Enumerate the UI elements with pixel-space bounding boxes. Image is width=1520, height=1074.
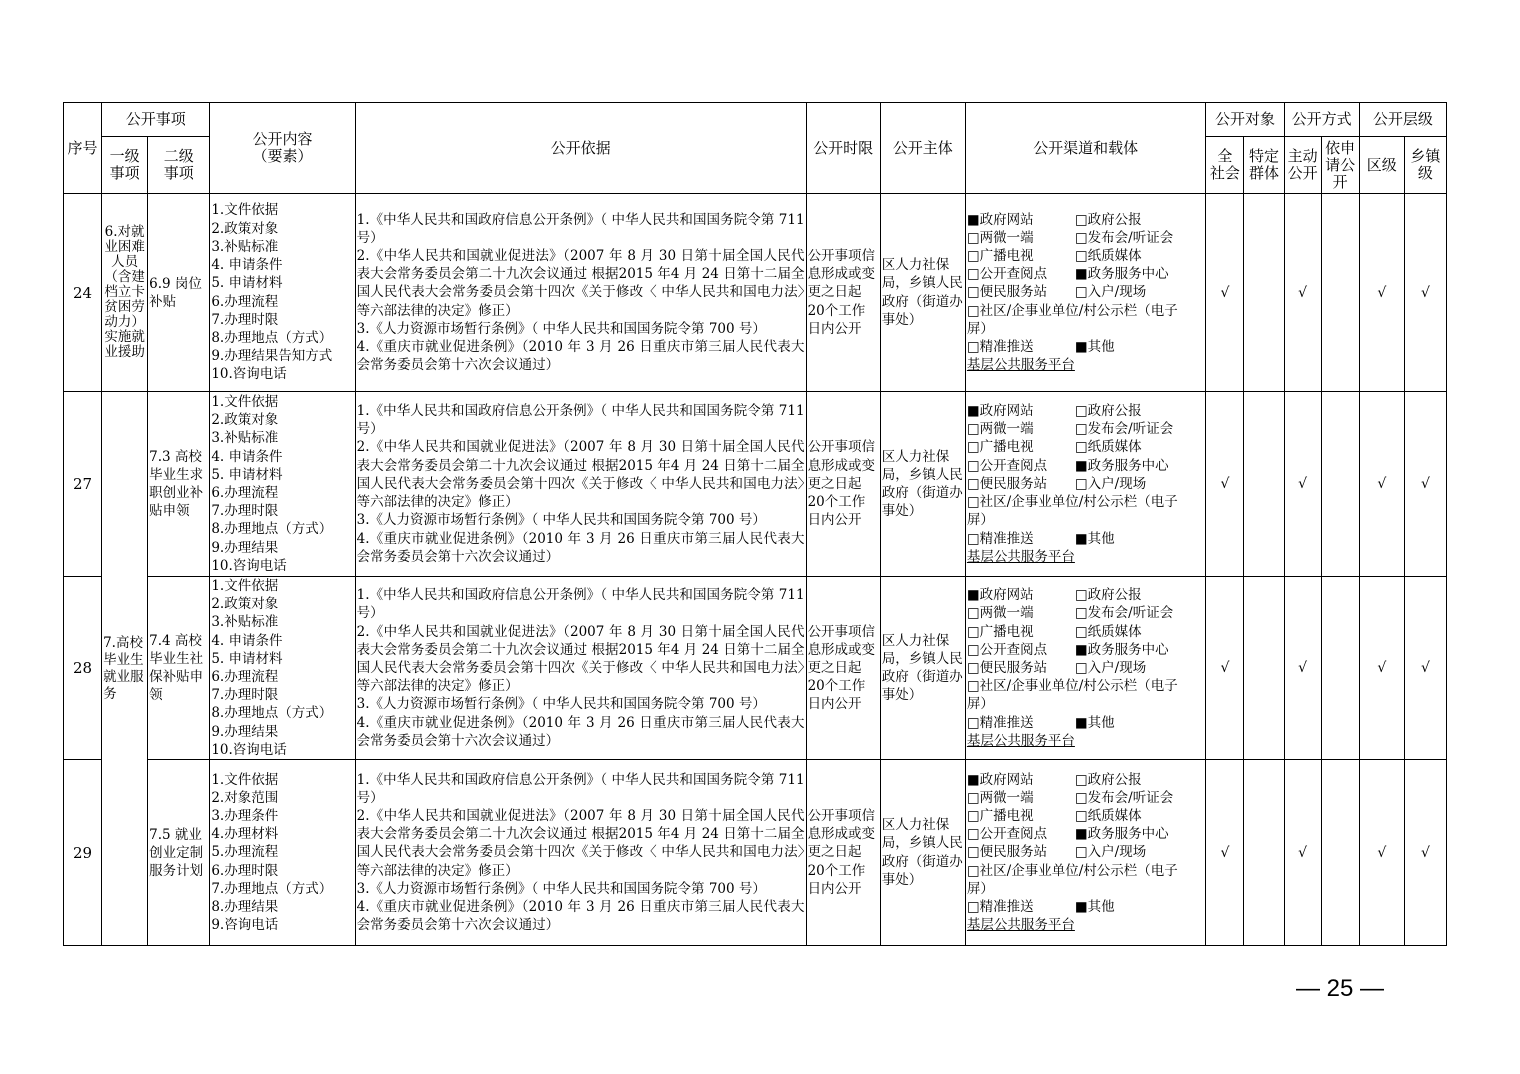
level1-item: 7.高校毕业生就业服务 (102, 392, 148, 946)
check-level-town: √ (1404, 194, 1446, 392)
check-level-district: √ (1359, 760, 1404, 946)
content-item: 10.咨询电话 (211, 557, 287, 574)
channel-press-conf: □发布会/听证会 (1074, 229, 1174, 246)
header-audience-all: 全 社会 (1206, 137, 1244, 194)
content-item: 2.对象范围 (211, 789, 279, 806)
header-time-limit: 公开时限 (806, 103, 880, 194)
channel-wechat-weibo: □两微一端 (966, 421, 1034, 438)
channel-other-value: 基层公共服务平台 (966, 548, 1075, 565)
check-level-district: √ (1359, 392, 1404, 577)
subject: 区人力社保局，乡镇人民政府（街道办事处） (880, 194, 965, 392)
channel-door-to-door: □入户/现场 (1074, 284, 1147, 301)
basis-item: 4.《重庆市就业促进条例》（2010 年 3 月 26 日重庆市第三届人民代表大会常务委员会第十六次会议通过） (356, 714, 805, 749)
content-item: 3.办理条件 (211, 808, 279, 825)
content-item: 7.办理时限 (211, 311, 279, 328)
channel-gov-gazette: □政府公报 (1074, 587, 1142, 604)
content-item: 4. 申请条件 (211, 257, 283, 274)
channel-community-board: □社区/企事业单位/村公示栏（电子屏） (966, 678, 1178, 713)
check-audience-all: √ (1206, 194, 1244, 392)
channel-gov-website: ■政府网站 (966, 771, 1034, 788)
content-item: 9.办理结果 (211, 539, 279, 556)
channels-grid (967, 211, 1205, 375)
content-item: 1.文件依据 (211, 202, 279, 219)
channel-service-station: □便民服务站 (966, 844, 1048, 861)
basis-item: 3.《人力资源市场暂行条例》（ 中华人民共和国国务院令第 700 号） (356, 512, 766, 529)
check-method-apply (1321, 760, 1359, 946)
channel-service-center: ■政务服务中心 (1074, 457, 1169, 474)
channel-reading-point: □公开查阅点 (966, 266, 1048, 283)
content-item: 5.办理流程 (211, 844, 279, 861)
level1-item: 6.对就业困难人员（含建档立卡贫困劳动力）实施就业援助 (102, 194, 148, 392)
level2-item: 7.3 高校毕业生求职创业补贴申领 (148, 392, 210, 577)
check-audience-specific (1244, 392, 1284, 577)
channel-press-conf: □发布会/听证会 (1074, 789, 1174, 806)
check-level-district: √ (1359, 194, 1404, 392)
basis-list (355, 194, 806, 392)
time-limit: 公开事项信息形成或变更之日起20个工作日内公开 (806, 392, 880, 577)
table-row (64, 194, 1447, 392)
content-item: 7.办理地点（方式） (211, 880, 333, 897)
level2-item: 6.9 岗位补贴 (148, 194, 210, 392)
row-seq: 27 (64, 392, 102, 577)
check-method-active: √ (1284, 577, 1321, 760)
channel-print-media: □纸质媒体 (1074, 623, 1142, 640)
header-method-group: 公开方式 (1284, 103, 1359, 137)
level2-item: 7.4 高校毕业生社保补贴申领 (148, 577, 210, 760)
channel-gov-website: ■政府网站 (966, 211, 1034, 228)
time-limit: 公开事项信息形成或变更之日起20个工作日内公开 (806, 577, 880, 760)
content-item: 8.办理地点（方式） (211, 521, 333, 538)
channel-other-prefix: ■其他 (1074, 339, 1115, 355)
channel-service-station: □便民服务站 (966, 475, 1048, 492)
check-audience-specific (1244, 194, 1284, 392)
check-audience-all: √ (1206, 392, 1244, 577)
channel-other-value: 基层公共服务平台 (966, 732, 1075, 749)
header-subject: 公开主体 (880, 103, 965, 194)
channel-service-center: ■政务服务中心 (1074, 266, 1169, 283)
channel-community-board: □社区/企事业单位/村公示栏（电子屏） (966, 862, 1178, 897)
content-item: 10.咨询电话 (211, 741, 287, 758)
time-limit: 公开事项信息形成或变更之日起20个工作日内公开 (806, 760, 880, 946)
content-item: 8.办理地点（方式） (211, 329, 333, 346)
content-item: 1.文件依据 (211, 771, 279, 788)
subject: 区人力社保局，乡镇人民政府（街道办事处） (880, 577, 965, 760)
content-item: 9.咨询电话 (211, 917, 279, 934)
check-method-apply (1321, 194, 1359, 392)
channel-other (1075, 714, 1195, 732)
basis-item: 1.《中华人民共和国政府信息公开条例》（ 中华人民共和国国务院令第 711 号） (356, 211, 805, 246)
channel-service-station: □便民服务站 (966, 659, 1048, 676)
header-level-group: 公开层级 (1359, 103, 1446, 137)
channels-grid (967, 402, 1205, 566)
header-level-town: 乡镇 级 (1404, 137, 1446, 194)
header-method-apply: 依申 请公 开 (1321, 137, 1359, 194)
row-seq: 29 (64, 760, 102, 946)
channel-print-media: □纸质媒体 (1074, 808, 1142, 825)
content-item: 2.政策对象 (211, 412, 279, 429)
basis-item: 4.《重庆市就业促进条例》（2010 年 3 月 26 日重庆市第三届人民代表大会常务委员会第十六次会议通过） (356, 339, 805, 374)
channel-gov-website: ■政府网站 (966, 403, 1034, 420)
content-item: 3.补贴标准 (211, 614, 279, 631)
check-level-town: √ (1404, 760, 1446, 946)
channels-cell (965, 392, 1206, 577)
check-method-active: √ (1284, 760, 1321, 946)
basis-item: 2.《中华人民共和国就业促进法》（2007 年 8 月 30 日第十届全国人民代表大会常务委员会第二十九次会议通过 根据2015 年4 月 24 日第十二届全国人民代表大会常务委员会第十四次《关于修改〈 中华人民共和国电力法〉等六部法律的决定》修正） (356, 808, 805, 879)
channel-wechat-weibo: □两微一端 (966, 229, 1034, 246)
header-method-active: 主动 公开 (1284, 137, 1321, 194)
header-audience-group: 公开对象 (1206, 103, 1284, 137)
time-limit: 公开事项信息形成或变更之日起20个工作日内公开 (806, 194, 880, 392)
channel-reading-point: □公开查阅点 (966, 641, 1048, 658)
content-item: 1.文件依据 (211, 393, 279, 410)
content-item: 8.办理结果 (211, 899, 279, 916)
basis-item: 3.《人力资源市场暂行条例》（ 中华人民共和国国务院令第 700 号） (356, 696, 766, 713)
content-item: 7.办理时限 (211, 503, 279, 520)
channel-service-station: □便民服务站 (966, 284, 1048, 301)
channels-cell (965, 194, 1206, 392)
basis-list (355, 392, 806, 577)
header-seq: 序号 (64, 103, 102, 194)
check-level-town: √ (1404, 392, 1446, 577)
channel-other-prefix: ■其他 (1074, 899, 1115, 916)
table-row (64, 760, 1447, 946)
check-method-active: √ (1284, 392, 1321, 577)
channel-reading-point: □公开查阅点 (966, 826, 1048, 843)
check-method-active: √ (1284, 194, 1321, 392)
channel-press-conf: □发布会/听证会 (1074, 421, 1174, 438)
header-content: 公开内容 （要素） (210, 103, 355, 194)
channel-push: □精准推送 (966, 530, 1034, 547)
channel-reading-point: □公开查阅点 (966, 457, 1048, 474)
content-item: 9.办理结果告知方式 (211, 348, 333, 365)
content-item: 6.办理流程 (211, 293, 279, 310)
basis-item: 2.《中华人民共和国就业促进法》（2007 年 8 月 30 日第十届全国人民代表大会常务委员会第二十九次会议通过 根据2015 年4 月 24 日第十二届全国人民代表大会常务委员会第十四次《关于修改〈 中华人民共和国电力法〉等六部法律的决定》修正） (356, 623, 805, 695)
channel-gov-website: ■政府网站 (966, 587, 1034, 604)
content-item: 5. 申请材料 (211, 466, 283, 483)
content-item: 3.补贴标准 (211, 238, 279, 255)
channel-wechat-weibo: □两微一端 (966, 789, 1034, 806)
basis-item: 1.《中华人民共和国政府信息公开条例》（ 中华人民共和国国务院令第 711 号） (356, 771, 805, 806)
channel-community-board: □社区/企事业单位/村公示栏（电子屏） (966, 302, 1178, 337)
row-seq: 24 (64, 194, 102, 392)
channel-service-center: ■政务服务中心 (1074, 826, 1169, 843)
content-list (210, 760, 355, 946)
channels-cell (965, 577, 1206, 760)
check-audience-all: √ (1206, 577, 1244, 760)
disclosure-table (63, 102, 1447, 946)
header-level-district: 区级 (1359, 137, 1404, 194)
content-list (210, 194, 355, 392)
channel-other-value: 基层公共服务平台 (966, 357, 1075, 374)
basis-item: 1.《中华人民共和国政府信息公开条例》（ 中华人民共和国国务院令第 711 号） (356, 587, 805, 622)
channel-community-board: □社区/企事业单位/村公示栏（电子屏） (966, 494, 1178, 529)
channel-other-prefix: ■其他 (1074, 714, 1115, 731)
header-level2: 二级 事项 (148, 137, 210, 194)
basis-item: 4.《重庆市就业促进条例》（2010 年 3 月 26 日重庆市第三届人民代表大会常务委员会第十六次会议通过） (356, 899, 805, 934)
channel-door-to-door: □入户/现场 (1074, 844, 1147, 861)
content-item: 8.办理地点（方式） (211, 705, 333, 722)
channels-cell (965, 760, 1206, 946)
content-list (210, 392, 355, 577)
content-item: 4. 申请条件 (211, 448, 283, 465)
basis-item: 2.《中华人民共和国就业促进法》（2007 年 8 月 30 日第十届全国人民代表大会常务委员会第二十九次会议通过 根据2015 年4 月 24 日第十二届全国人民代表大会常务委员会第十四次《关于修改〈 中华人民共和国电力法〉等六部法律的决定》修正） (356, 247, 805, 319)
check-level-town: √ (1404, 577, 1446, 760)
row-seq: 28 (64, 577, 102, 760)
channel-gov-gazette: □政府公报 (1074, 403, 1142, 420)
header-channels: 公开渠道和载体 (965, 103, 1206, 194)
channel-broadcast: □广播电视 (966, 808, 1034, 825)
table-row (64, 392, 1447, 577)
channels-grid (967, 771, 1205, 935)
channel-gov-gazette: □政府公报 (1074, 211, 1142, 228)
channel-gov-gazette: □政府公报 (1074, 771, 1142, 788)
content-item: 6.办理时限 (211, 862, 279, 879)
content-list (210, 577, 355, 760)
header-basis: 公开依据 (355, 103, 806, 194)
basis-item: 2.《中华人民共和国就业促进法》（2007 年 8 月 30 日第十届全国人民代表大会常务委员会第二十九次会议通过 根据2015 年4 月 24 日第十二届全国人民代表大会常务委员会第十四次《关于修改〈 中华人民共和国电力法〉等六部法律的决定》修正） (356, 439, 805, 511)
channel-wechat-weibo: □两微一端 (966, 605, 1034, 622)
content-item: 9.办理结果 (211, 723, 279, 740)
table-row (64, 577, 1447, 760)
content-item: 10.咨询电话 (211, 366, 287, 383)
channel-door-to-door: □入户/现场 (1074, 475, 1147, 492)
channel-print-media: □纸质媒体 (1074, 439, 1142, 456)
content-item: 2.政策对象 (211, 596, 279, 613)
channel-other (1075, 530, 1195, 548)
basis-item: 3.《人力资源市场暂行条例》（ 中华人民共和国国务院令第 700 号） (356, 320, 766, 337)
content-item: 5. 申请材料 (211, 275, 283, 292)
basis-list (355, 760, 806, 946)
basis-item: 1.《中华人民共和国政府信息公开条例》（ 中华人民共和国国务院令第 711 号） (356, 403, 805, 438)
check-level-district: √ (1359, 577, 1404, 760)
page-number: — 25 — (1296, 975, 1385, 1002)
content-item: 7.办理时限 (211, 687, 279, 704)
channel-other-value: 基层公共服务平台 (966, 917, 1075, 934)
header-audience-specific: 特定 群体 (1244, 137, 1284, 194)
content-item: 3.补贴标准 (211, 430, 279, 447)
content-item: 2.政策对象 (211, 220, 279, 237)
channel-broadcast: □广播电视 (966, 623, 1034, 640)
check-audience-specific (1244, 577, 1284, 760)
channel-push: □精准推送 (966, 339, 1034, 355)
check-audience-all: √ (1206, 760, 1244, 946)
content-item: 1.文件依据 (211, 578, 279, 594)
content-item: 6.办理流程 (211, 669, 279, 686)
header-item-group: 公开事项 (102, 103, 210, 137)
basis-list (355, 577, 806, 760)
channel-print-media: □纸质媒体 (1074, 247, 1142, 264)
basis-item: 3.《人力资源市场暂行条例》（ 中华人民共和国国务院令第 700 号） (356, 880, 766, 897)
channel-broadcast: □广播电视 (966, 247, 1034, 264)
check-method-apply (1321, 392, 1359, 577)
channel-other-prefix: ■其他 (1074, 530, 1115, 547)
channel-service-center: ■政务服务中心 (1074, 641, 1169, 658)
content-item: 5. 申请材料 (211, 650, 283, 667)
channel-push: □精准推送 (966, 899, 1034, 916)
subject: 区人力社保局，乡镇人民政府（街道办事处） (880, 392, 965, 577)
channel-other (1075, 338, 1195, 356)
subject: 区人力社保局，乡镇人民政府（街道办事处） (880, 760, 965, 946)
channel-press-conf: □发布会/听证会 (1074, 605, 1174, 622)
channels-grid (967, 586, 1205, 750)
channel-push: □精准推送 (966, 714, 1034, 731)
level2-item: 7.5 就业创业定制服务计划 (148, 760, 210, 946)
check-audience-specific (1244, 760, 1284, 946)
channel-broadcast: □广播电视 (966, 439, 1034, 456)
check-method-apply (1321, 577, 1359, 760)
basis-item: 4.《重庆市就业促进条例》（2010 年 3 月 26 日重庆市第三届人民代表大会常务委员会第十六次会议通过） (356, 530, 805, 565)
header-level1: 一级 事项 (102, 137, 148, 194)
content-item: 4. 申请条件 (211, 632, 283, 649)
channel-door-to-door: □入户/现场 (1074, 659, 1147, 676)
channel-other (1075, 898, 1195, 916)
content-item: 4.办理材料 (211, 826, 279, 843)
content-item: 6.办理流程 (211, 485, 279, 501)
